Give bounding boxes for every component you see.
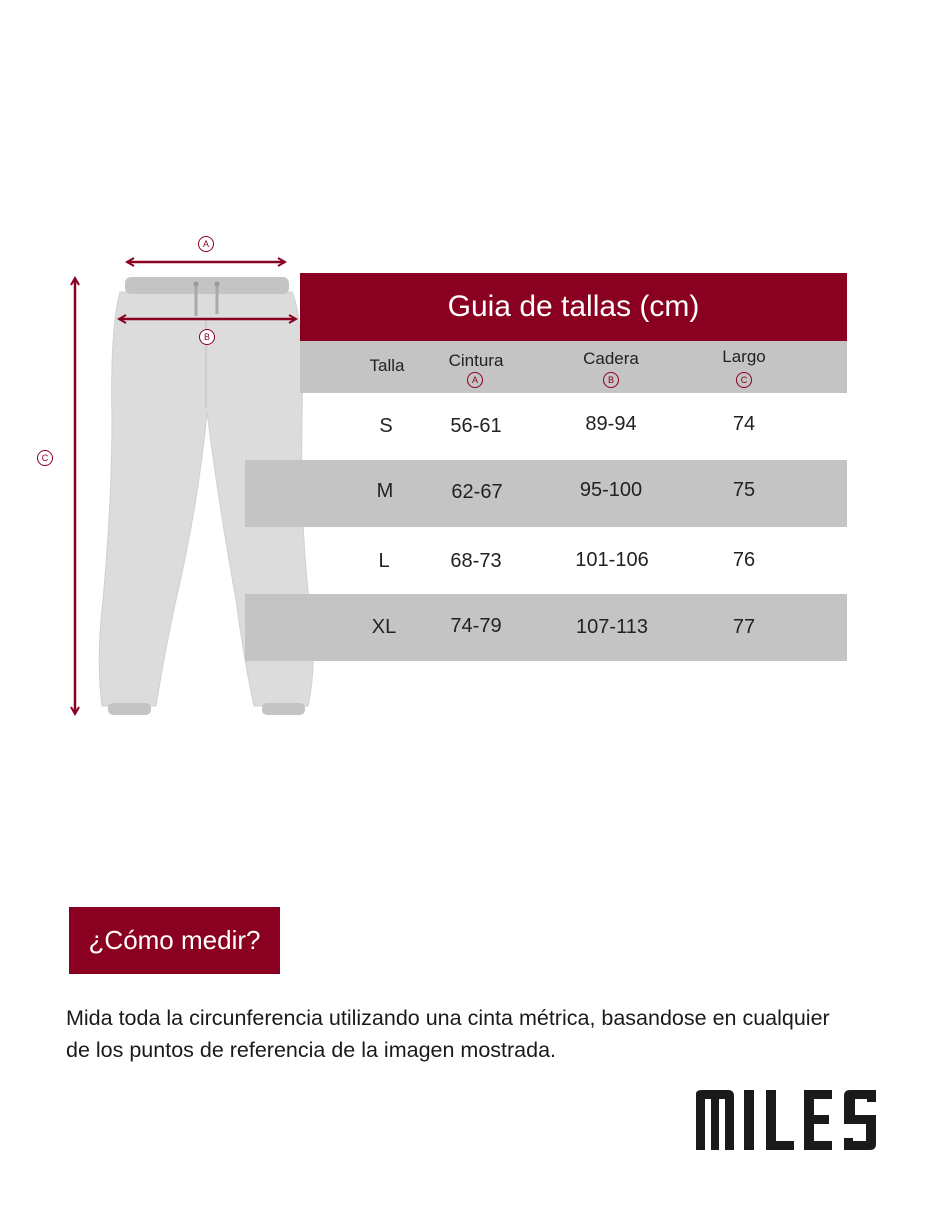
hip-marker: B: [199, 329, 215, 345]
table-row-l-size: L: [378, 550, 390, 572]
table-row-m-hip: 95-100: [579, 479, 643, 501]
header-waist: Cintura: [448, 351, 504, 370]
brand-logo: [694, 1088, 884, 1152]
table-row-xl-hip: 107-113: [576, 616, 648, 638]
table-row-s-waist: 56-61: [450, 415, 502, 437]
table-row-l-hip: 101-106: [575, 549, 649, 571]
cuff-right: [262, 703, 305, 715]
how-to-measure-title: ¿Cómo medir?: [69, 907, 280, 974]
header-length-marker: C: [736, 372, 752, 388]
row-band-m: [245, 460, 847, 527]
how-to-measure-line-1: Mida toda la circunferencia utilizando una cinta métrica, basandose en cualquier: [66, 1006, 830, 1030]
header-hip-marker: B: [603, 372, 619, 388]
table-row-s-size: S: [379, 415, 393, 437]
waist-marker: A: [198, 236, 214, 252]
cuff-left: [108, 703, 151, 715]
table-row-xl-size: XL: [371, 616, 397, 638]
table-row-m-size: M: [376, 480, 394, 502]
table-row-xl-length: 77: [732, 616, 756, 638]
header-hip: Cadera: [583, 349, 639, 368]
header-waist-marker: A: [467, 372, 483, 388]
waistband: [125, 277, 289, 294]
header-size: Talla: [369, 356, 405, 375]
table-row-m-waist: 62-67: [451, 481, 503, 503]
header-length: Largo: [722, 347, 766, 366]
how-to-measure-line-2: de los puntos de referencia de la imagen mostrada.: [66, 1038, 557, 1062]
length-marker: C: [37, 450, 53, 466]
table-row-xl-waist: 74-79: [450, 615, 502, 637]
row-band-xl: [245, 594, 847, 661]
size-guide-title: Guia de tallas (cm): [300, 273, 847, 341]
table-row-s-hip: 89-94: [585, 413, 637, 435]
table-row-l-length: 76: [732, 549, 756, 571]
table-row-s-length: 74: [732, 413, 756, 435]
table-row-l-waist: 68-73: [450, 550, 502, 572]
table-row-m-length: 75: [732, 479, 756, 501]
how-to-measure-text: [66, 1002, 926, 1066]
